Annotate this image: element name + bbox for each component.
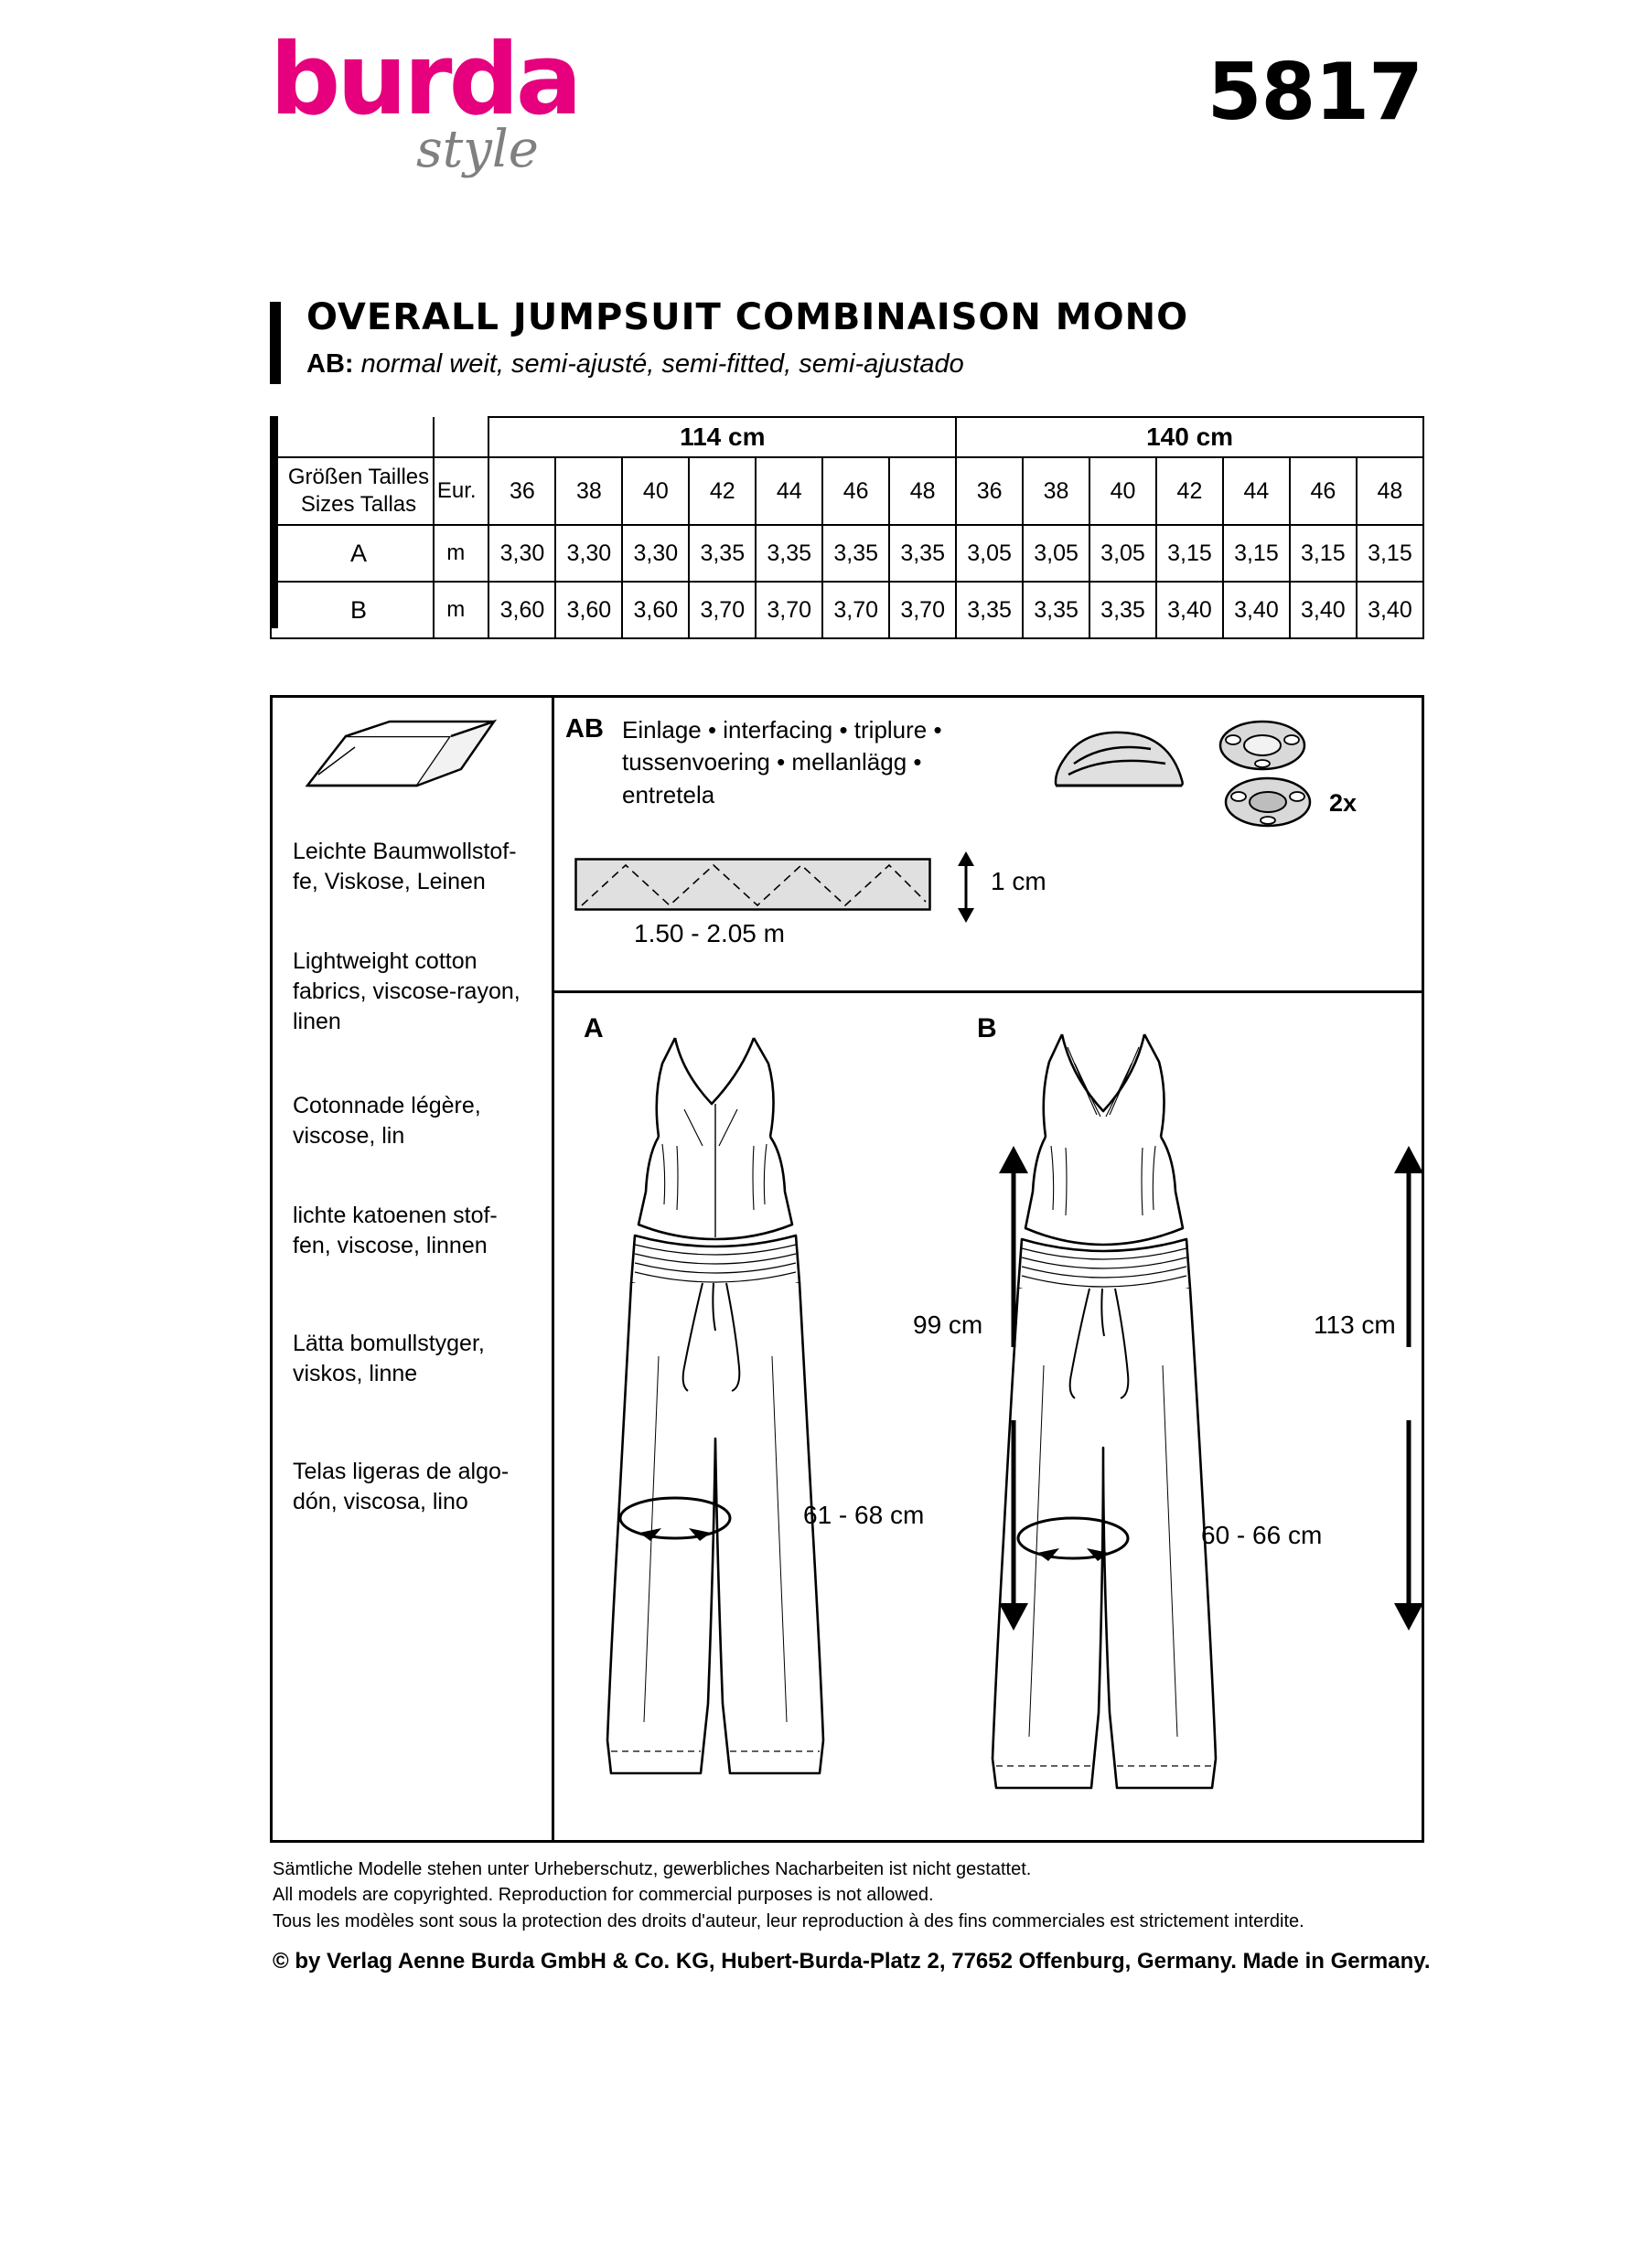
details-box <box>270 695 1424 1843</box>
size-cell: 48 <box>1357 457 1423 525</box>
value-cell: 3,60 <box>488 582 555 638</box>
size-label-line1: Größen Tailles <box>287 465 430 489</box>
width-header-140: 140 cm <box>956 417 1423 457</box>
size-cell: 46 <box>1290 457 1357 525</box>
length-arrow-a-up-icon <box>995 1146 1032 1347</box>
garment-a-technical-drawing <box>574 1009 959 1823</box>
value-cell: 3,70 <box>689 582 756 638</box>
iron-icon <box>1050 718 1178 797</box>
header <box>270 23 1422 201</box>
title-sub-prefix: AB: <box>306 349 354 379</box>
hem-circumference-a-icon <box>606 1488 744 1548</box>
interfacing-text: Einlage • interfacing • triplure • tussenvoering • mellanlägg • entretela <box>622 716 942 808</box>
size-cell: 42 <box>689 457 756 525</box>
length-arrow-b-up-icon <box>1390 1146 1427 1347</box>
snap-quantity: 2x <box>1329 789 1358 817</box>
fabric-suggestions-column <box>273 698 552 1840</box>
garment-a-label: A <box>584 1013 604 1043</box>
size-label-cell <box>271 457 434 525</box>
folded-fabric-icon <box>291 714 520 815</box>
value-cell: 3,40 <box>1290 582 1357 638</box>
size-cell: 38 <box>1023 457 1089 525</box>
page-title: OVERALL JUMPSUIT COMBINAISON MONO <box>306 296 1189 338</box>
footer-line-fr: Tous les modèles sont sous la protection des droits d'auteur, leur reproduction à des fins commerciales est strictement interdite. <box>273 1910 1304 1931</box>
logo-sub-text: style <box>416 120 539 179</box>
table-row <box>271 525 1423 582</box>
hem-circumference-b-icon <box>1004 1508 1142 1568</box>
burda-style-logo <box>270 23 654 201</box>
value-cell: 3,40 <box>1223 582 1290 638</box>
fabric-requirement-table <box>270 416 1424 639</box>
size-cell: 48 <box>889 457 956 525</box>
value-cell: 3,35 <box>889 525 956 582</box>
garment-a-hem-label: 61 - 68 cm <box>803 1501 925 1529</box>
footer-line-de: Sämtliche Modelle stehen unter Urheberschutz, gewerbliches Nacharbeiten ist nicht gestattet. <box>273 1859 1032 1879</box>
view-letter: B <box>271 582 434 638</box>
value-cell: 3,30 <box>555 525 622 582</box>
size-cell: 36 <box>488 457 555 525</box>
size-cell: 44 <box>1223 457 1290 525</box>
footer-line-en: All models are copyrighted. Reproduction for commercial purposes is not allowed. <box>273 1885 934 1906</box>
view-letter: A <box>271 525 434 582</box>
pattern-number: 5817 <box>1207 47 1422 138</box>
title-accent-bar <box>270 302 281 384</box>
size-cell: 36 <box>956 457 1023 525</box>
fabric-text-fr: Cotonnade légère, viscose, lin <box>293 1093 481 1149</box>
size-cell: 40 <box>622 457 689 525</box>
value-cell: 3,70 <box>756 582 822 638</box>
value-cell: 3,05 <box>1089 525 1156 582</box>
table-row <box>271 582 1423 638</box>
value-cell: 3,35 <box>756 525 822 582</box>
eur-label: Eur. <box>434 457 488 525</box>
row-divider <box>552 990 1424 993</box>
fabric-text-de: Leichte Baumwollstof- fe, Viskose, Leinen <box>293 839 517 894</box>
value-cell: 3,15 <box>1223 525 1290 582</box>
footer-copyright: © by Verlag Aenne Burda GmbH & Co. KG, Hubert-Burda-Platz 2, 77652 Offenburg, Germany. Made in Germany. <box>273 1949 1431 1974</box>
size-cell: 38 <box>555 457 622 525</box>
width-header-114: 114 cm <box>488 417 956 457</box>
logo-brand-text: burda <box>270 23 579 137</box>
interfacing-tape-icon <box>574 858 931 911</box>
size-cell: 40 <box>1089 457 1156 525</box>
unit-cell: m <box>434 525 488 582</box>
value-cell: 3,05 <box>956 525 1023 582</box>
garment-a-length-label: 99 cm <box>913 1311 983 1339</box>
value-cell: 3,15 <box>1357 525 1423 582</box>
garment-b-label: B <box>977 1013 997 1043</box>
value-cell: 3,35 <box>689 525 756 582</box>
value-cell: 3,35 <box>822 525 889 582</box>
title-sub-text: normal weit, semi-ajusté, semi-fitted, semi-ajustado <box>353 349 964 379</box>
size-label-line2: Sizes Tallas <box>300 492 417 517</box>
garment-b-length-label: 113 cm <box>1314 1311 1396 1339</box>
tape-height-label: 1 cm <box>991 867 1046 895</box>
value-cell: 3,30 <box>488 525 555 582</box>
table-row-widths <box>271 417 1423 457</box>
size-cell: 42 <box>1156 457 1223 525</box>
value-cell: 3,70 <box>822 582 889 638</box>
tape-length-label: 1.50 - 2.05 m <box>634 919 785 947</box>
size-cell: 46 <box>822 457 889 525</box>
fabric-text-sv: Lätta bomullstyger, viskos, linne <box>293 1331 485 1386</box>
length-arrow-b-down-icon <box>1390 1420 1427 1631</box>
value-cell: 3,35 <box>956 582 1023 638</box>
size-cell: 44 <box>756 457 822 525</box>
fabric-text-nl: lichte katoenen stof- fen, viscose, linnen <box>293 1203 498 1258</box>
value-cell: 3,15 <box>1156 525 1223 582</box>
tape-height-arrow-icon <box>954 851 978 917</box>
value-cell: 3,40 <box>1156 582 1223 638</box>
value-cell: 3,30 <box>622 525 689 582</box>
title-subtitle <box>306 349 964 380</box>
size-table-accent-bar <box>270 416 278 628</box>
value-cell: 3,40 <box>1357 582 1423 638</box>
garment-b-technical-drawing <box>963 1009 1347 1823</box>
value-cell: 3,15 <box>1290 525 1357 582</box>
value-cell: 3,60 <box>555 582 622 638</box>
value-cell: 3,05 <box>1023 525 1089 582</box>
notions-view-label: AB <box>565 714 604 744</box>
garment-b-hem-label: 60 - 66 cm <box>1201 1521 1323 1549</box>
value-cell: 3,35 <box>1089 582 1156 638</box>
unit-cell: m <box>434 582 488 638</box>
value-cell: 3,35 <box>1023 582 1089 638</box>
value-cell: 3,70 <box>889 582 956 638</box>
fabric-text-es: Telas ligeras de algo- dón, viscosa, lino <box>293 1459 510 1514</box>
snap-fastener-icon <box>1206 714 1325 833</box>
fabric-text-en: Lightweight cotton fabrics, viscose-rayon, linen <box>293 948 521 1034</box>
column-divider <box>552 698 554 1840</box>
value-cell: 3,60 <box>622 582 689 638</box>
table-row-sizes <box>271 457 1423 525</box>
footer <box>273 1856 1434 1974</box>
